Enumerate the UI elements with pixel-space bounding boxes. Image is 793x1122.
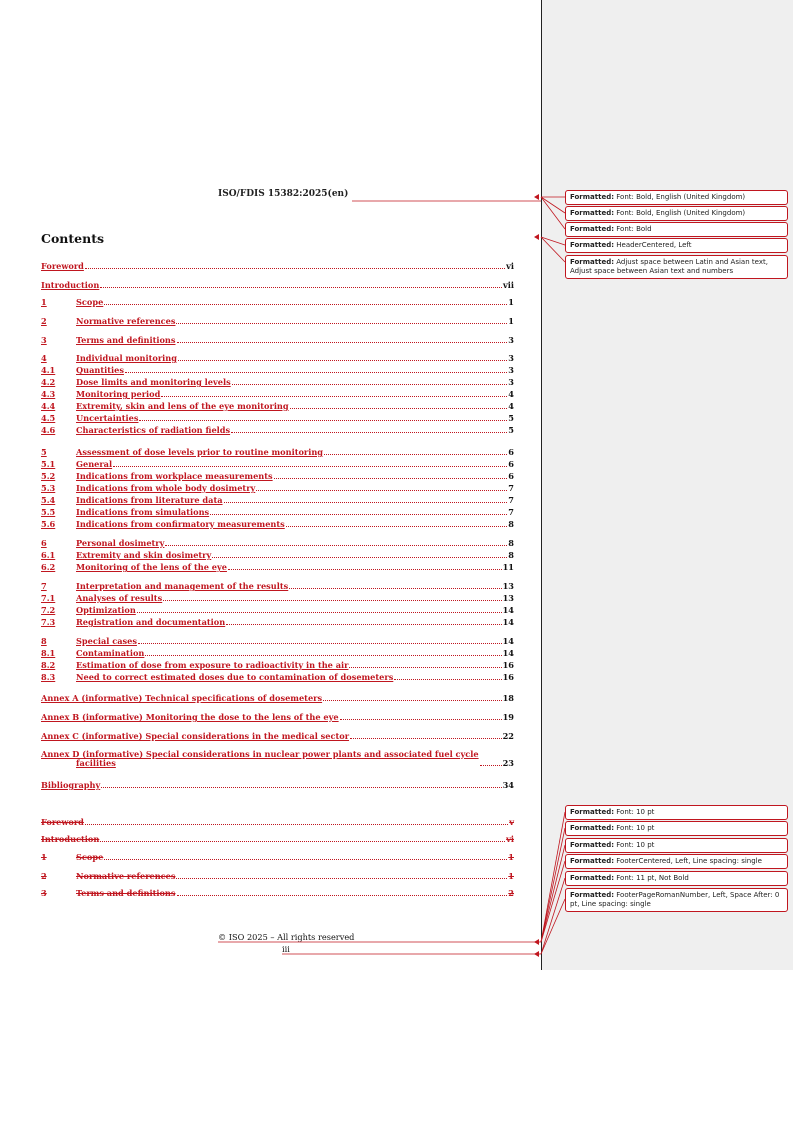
toc-entry-title: Normative references xyxy=(76,316,176,326)
toc-page-number: v xyxy=(509,817,514,827)
comment-label: Formatted: xyxy=(570,841,615,849)
toc-entry-number: 7.3 xyxy=(41,617,56,627)
toc-entry-title: Scope xyxy=(76,297,104,307)
toc-entry-title: Extremity, skin and lens of the eye monitoring xyxy=(76,401,289,411)
toc-entry-number: 7.2 xyxy=(41,605,56,615)
toc-entry-number: 4.3 xyxy=(41,389,56,399)
comment-label: Formatted: xyxy=(570,225,615,233)
toc-entry-number: 5.1 xyxy=(41,459,56,469)
toc-entry-title: Need to correct estimated doses due to contamination of dosemeters xyxy=(76,672,394,682)
toc-entry-title: Optimization xyxy=(76,605,136,615)
toc-entry-title: Extremity and skin dosimetry xyxy=(76,550,212,560)
toc-page-number: 16 xyxy=(502,672,514,682)
toc-entry-number: 1 xyxy=(41,852,47,862)
comment-label: Formatted: xyxy=(570,857,615,865)
comment-label: Formatted: xyxy=(570,874,615,882)
toc-page-number: 14 xyxy=(502,605,514,615)
toc-entry-number: 7 xyxy=(41,581,47,591)
toc-entry-title: Scope xyxy=(76,852,104,862)
connector-line xyxy=(541,878,565,954)
toc-page-number: 23 xyxy=(502,758,514,768)
toc-entry-title: Assessment of dose levels prior to routine monitoring xyxy=(76,447,324,457)
toc-entry-title-line: facilities xyxy=(76,758,116,768)
toc-entry-title: Terms and definitions xyxy=(76,335,176,345)
toc-entry-number: 5.6 xyxy=(41,519,56,529)
toc-entry-title: Dose limits and monitoring levels xyxy=(76,377,231,387)
toc-page-number: 1 xyxy=(508,852,514,862)
comment-text: FooterPageRomanNumber, Left, Space After: 0 pt, Line spacing: single xyxy=(570,891,780,908)
toc-page-number: 7 xyxy=(508,507,514,517)
toc-page-number: 8 xyxy=(508,550,514,560)
comment-label: Formatted: xyxy=(570,241,615,249)
toc-entry-title: Analyses of results xyxy=(76,593,163,603)
toc-entry-title: Normative references xyxy=(76,871,176,881)
toc-entry-title: Special cases xyxy=(76,636,137,646)
comment-text: Font: 10 pt xyxy=(614,808,655,816)
toc-entry-title: Characteristics of radiation fields xyxy=(76,425,231,435)
connector-line xyxy=(541,812,565,942)
toc-entry-number: 5 xyxy=(41,447,47,457)
toc-page-number: 1 xyxy=(508,316,514,326)
toc-page-number: 6 xyxy=(508,471,514,481)
toc-page-number: 13 xyxy=(502,593,514,603)
toc-page-number: 3 xyxy=(508,353,514,363)
toc-entry-number: 6 xyxy=(41,538,47,548)
toc-entry-number: 6.2 xyxy=(41,562,56,572)
toc-entry-title: Registration and documentation xyxy=(76,617,226,627)
toc-entry-number: 5.2 xyxy=(41,471,56,481)
toc-page-number: 14 xyxy=(502,648,514,658)
toc-entry-number: 8.3 xyxy=(41,672,56,682)
toc-entry-title: Foreword xyxy=(41,261,84,271)
toc-entry-number: 1 xyxy=(41,297,47,307)
page-header: ISO/FDIS 15382:2025(en) xyxy=(218,189,349,199)
toc-page-number: vi xyxy=(506,834,514,844)
comment-text: HeaderCentered, Left xyxy=(614,241,692,249)
toc-page-number: 18 xyxy=(502,693,514,703)
toc-entry-title: Introduction xyxy=(41,280,100,290)
toc-entry-title: General xyxy=(76,459,113,469)
toc-entry-title: Introduction xyxy=(41,834,100,844)
toc-page-number: 3 xyxy=(508,377,514,387)
toc-page-number: 8 xyxy=(508,519,514,529)
comment-label: Formatted: xyxy=(570,209,615,217)
toc-entry-number: 3 xyxy=(41,335,47,345)
comment-label: Formatted: xyxy=(570,808,615,816)
toc-entry-number: 4.6 xyxy=(41,425,56,435)
comment-label: Formatted: xyxy=(570,193,615,201)
toc-entry-number: 4.4 xyxy=(41,401,56,411)
toc-page-number: 14 xyxy=(502,636,514,646)
toc-entry-number: 5.4 xyxy=(41,495,56,505)
toc-page-number: 5 xyxy=(508,425,514,435)
toc-entry-title: Personal dosimetry xyxy=(76,538,165,548)
toc-entry-title: Monitoring of the lens of the eye xyxy=(76,562,227,572)
toc-entry-number: 4.5 xyxy=(41,413,56,423)
toc-entry-number: 4 xyxy=(41,353,47,363)
connector-line xyxy=(541,197,565,213)
toc-entry-title: Foreword xyxy=(41,817,84,827)
connector-line xyxy=(541,828,565,942)
toc-entry-number: 8 xyxy=(41,636,47,646)
comment-label: Formatted: xyxy=(570,258,615,266)
toc-entry-number: 8.2 xyxy=(41,660,56,670)
toc-page-number: 7 xyxy=(508,483,514,493)
toc-entry-title: Indications from whole body dosimetry xyxy=(76,483,256,493)
connector-line xyxy=(541,861,565,942)
toc-page-number: vii xyxy=(503,280,514,290)
toc-page-number: 1 xyxy=(508,297,514,307)
toc-page-number: 3 xyxy=(508,365,514,375)
toc-page-number: 8 xyxy=(508,538,514,548)
toc-page-number: 2 xyxy=(508,888,514,898)
toc-page-number: 4 xyxy=(508,389,514,399)
comment-text: FooterCentered, Left, Line spacing: single xyxy=(614,857,762,865)
toc-page-number: 6 xyxy=(508,447,514,457)
toc-entry-number: 4.1 xyxy=(41,365,56,375)
toc-page-number: 7 xyxy=(508,495,514,505)
toc-entry-number: 5.3 xyxy=(41,483,56,493)
toc-entry-title: Contamination xyxy=(76,648,145,658)
toc-entry-title: Interpretation and management of the results xyxy=(76,581,289,591)
toc-entry-title: Uncertainties xyxy=(76,413,139,423)
toc-entry-title: Estimation of dose from exposure to radioactivity in the air xyxy=(76,660,349,670)
toc-entry-number: 2 xyxy=(41,316,47,326)
toc-entry-title-line: Annex D (informative) Special considerations in nuclear power plants and associated fuel cycle xyxy=(41,749,479,759)
toc-entry-title: Indications from literature data xyxy=(76,495,223,505)
anchor-marker xyxy=(534,234,539,240)
comment-text: Font: Bold, English (United Kingdom) xyxy=(614,193,746,201)
toc-page-number: 6 xyxy=(508,459,514,469)
toc-entry-number: 7.1 xyxy=(41,593,56,603)
anchor-marker xyxy=(534,939,539,945)
toc-page-number: 3 xyxy=(508,335,514,345)
page-footer: © ISO 2025 – All rights reserved xyxy=(218,932,355,942)
toc-page-number: 4 xyxy=(508,401,514,411)
toc-entry-number: 4.2 xyxy=(41,377,56,387)
comment-label: Formatted: xyxy=(570,891,615,899)
toc-entry-title: Indications from workplace measurements xyxy=(76,471,273,481)
anchor-marker xyxy=(534,951,539,957)
comment-label: Formatted: xyxy=(570,824,615,832)
toc-page-number: 16 xyxy=(502,660,514,670)
comment-text: Font: 10 pt xyxy=(614,824,655,832)
toc-page-number: 1 xyxy=(508,871,514,881)
toc-entry-title: Indications from confirmatory measurements xyxy=(76,519,285,529)
anchor-marker xyxy=(534,194,539,200)
toc-entry-title: Annex C (informative) Special considerations in the medical sector xyxy=(41,731,350,741)
toc-entry-title: Individual monitoring xyxy=(76,353,177,363)
toc-entry-title: Bibliography xyxy=(41,780,101,790)
toc-page-number: 5 xyxy=(508,413,514,423)
toc-entry-title: Terms and definitions xyxy=(76,888,176,898)
comment-text: Adjust space between Latin and Asian text, Adjust space between Asian text and numbers xyxy=(570,258,768,275)
toc-entry-number: 3 xyxy=(41,888,47,898)
comment-text: Font: Bold, English (United Kingdom) xyxy=(614,209,746,217)
comment-text: Font: 11 pt, Not Bold xyxy=(614,874,689,882)
toc-entry-number: 6.1 xyxy=(41,550,56,560)
toc-page-number: 13 xyxy=(502,581,514,591)
toc-page-number: 11 xyxy=(502,562,514,572)
toc-page-number: 34 xyxy=(502,780,514,790)
comment-text: Font: Bold xyxy=(614,225,652,233)
toc-entry-number: 8.1 xyxy=(41,648,56,658)
toc-entry-number: 5.5 xyxy=(41,507,56,517)
toc-page-number: 19 xyxy=(502,712,514,722)
contents-title: Contents xyxy=(41,231,105,246)
comment-text: Font: 10 pt xyxy=(614,841,655,849)
connector-line xyxy=(541,197,565,229)
toc-entry-title: Quantities xyxy=(76,365,124,375)
toc-page-number: 22 xyxy=(502,731,514,741)
toc-entry-title: Monitoring period xyxy=(76,389,161,399)
toc-page-number: vi xyxy=(506,261,514,271)
toc-page-number: 14 xyxy=(502,617,514,627)
toc-entry-title: Indications from simulations xyxy=(76,507,210,517)
toc-entry-title: Annex B (informative) Monitoring the dose to the lens of the eye xyxy=(41,712,339,722)
toc-entry-number: 2 xyxy=(41,871,47,881)
page-number: iii xyxy=(282,944,290,954)
toc-entry-title: Annex A (informative) Technical specifications of dosemeters xyxy=(41,693,323,703)
